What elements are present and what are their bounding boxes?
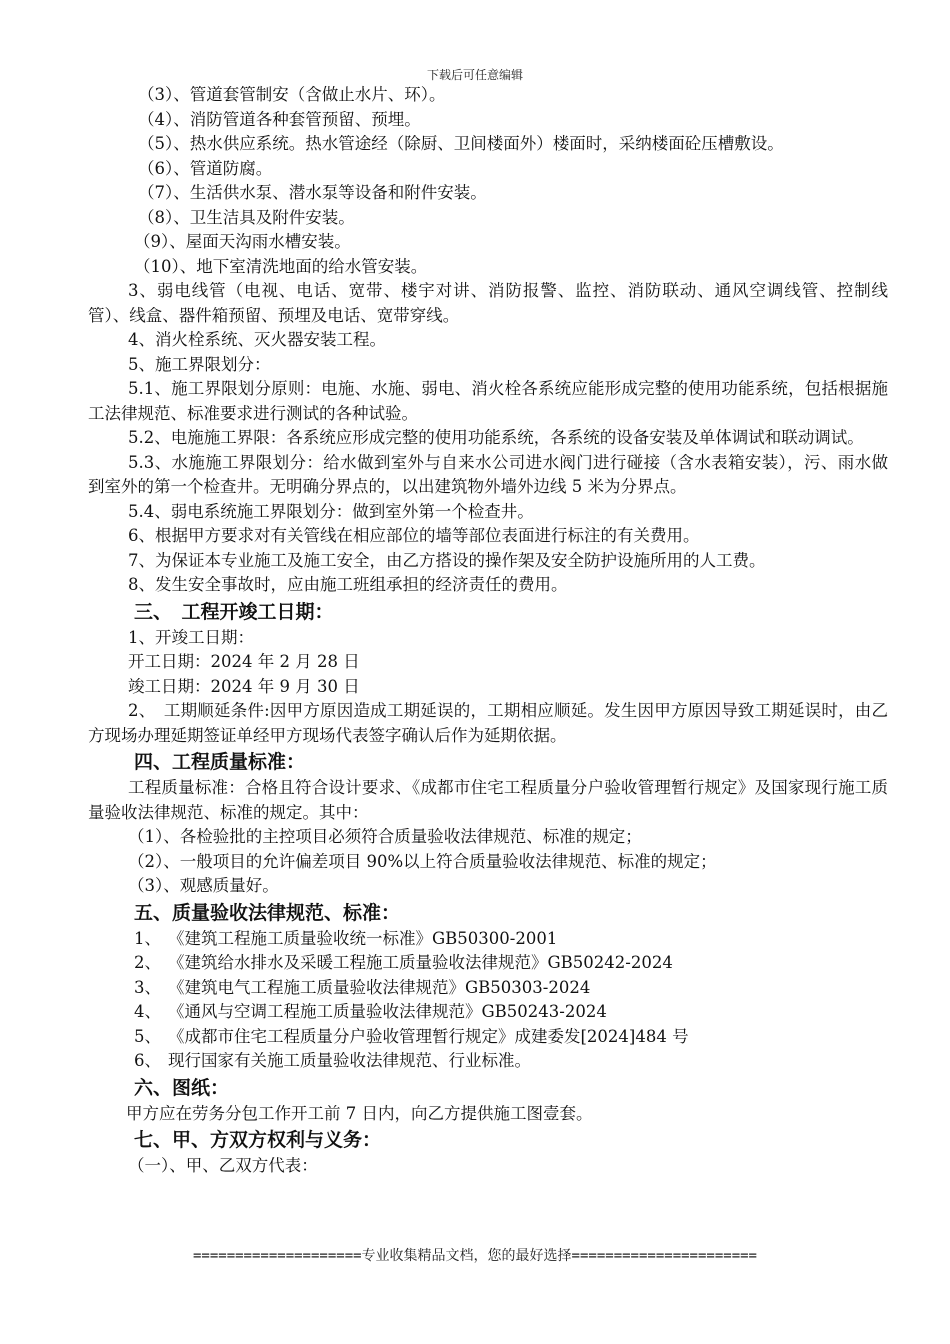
list-item: （5）、热水供应系统。热水管途经（除厨、卫间楼面外）楼面时，采纳楼面砼压槽敷设。 <box>138 134 784 153</box>
list-item: （7）、生活供水泵、潜水泵等设备和附件安装。 <box>138 183 487 202</box>
list-item: （8）、卫生洁具及附件安装。 <box>138 207 355 227</box>
clause-7: 7、为保证本专业施工及施工安全，由乙方搭设的操作架及安全防护设施所用的人工费。 <box>128 550 766 570</box>
standard-item <box>88 1025 888 1050</box>
clause-5-3: 5.3、水施施工界限划分：给水做到室外与自来水公司进水阀门进行碰接（含水表箱安装），污、雨水做到室外的第一个检查井。无明确分界点的，以出建筑物外墙外边线 5 米为分界点。 <box>88 452 888 496</box>
drawings-text: 甲方应在劳务分包工作开工前 7 日内，向乙方提供施工图壹套。 <box>126 1103 593 1123</box>
delay-clause: 2、 工期顺延条件:因甲方原因造成工期延误的，工期相应顺延。发生因甲方原因导致工期延误时，由乙方现场办理延期签证单经甲方现场代表签字确认后作为延期依据。 <box>88 701 888 745</box>
standard-text: 《成都市住宅工程质量分户验收管理暂行规定》成建委发[2024]484 号 <box>168 1026 689 1046</box>
clause-6: 6、根据甲方要求对有关管线在相应部位的墙等部位表面进行标注的有关费用。 <box>128 526 700 545</box>
clause-5-1: 5.1、施工界限划分原则：电施、水施、弱电、消火栓各系统应能形成完整的使用功能系统，包括根据施工法律规范、标准要求进行测试的各种试验。 <box>88 379 888 423</box>
standard-num: 5、 <box>134 1026 161 1046</box>
document-body <box>88 83 888 1179</box>
standard-num: 1、 <box>134 928 161 948</box>
clause-5: 5、施工界限划分： <box>128 354 271 374</box>
list-item: （4）、消防管道各种套管预留、预埋。 <box>138 109 421 129</box>
standard-text: 《建筑给水排水及采暖工程施工质量验收法律规范》GB50242-2024 <box>168 953 673 972</box>
clause-8: 8、发生安全事故时，应由施工班组承担的经济责任的费用。 <box>128 575 568 594</box>
standard-num: 2、 <box>134 953 161 972</box>
standard-item <box>88 1000 888 1025</box>
list-item: （3）、管道套管制安（含做止水片、环）。 <box>138 85 446 104</box>
list-item: （6）、管道防腐。 <box>138 158 273 178</box>
footer-banner: ====================专业收集精品文档，您的最好选择====================== <box>192 1248 757 1264</box>
end-date: 竣工日期：2024 年 9 月 30 日 <box>128 676 360 696</box>
section-3-heading: 三、 工程开竣工日期： <box>134 600 334 623</box>
section-6-heading: 六、图纸： <box>134 1076 230 1099</box>
standard-item <box>88 976 888 1001</box>
representatives-label: （一）、甲、乙双方代表： <box>128 1156 318 1175</box>
standard-item <box>88 1049 888 1074</box>
clause-4: 4、消火栓系统、灭火器安装工程。 <box>128 330 386 349</box>
quality-intro: 工程质量标准：合格且符合设计要求、《成都市住宅工程质量分户验收管理暂行规定》及国家现行施工质量验收法律规范、标准的规定。其中： <box>88 778 888 822</box>
quality-item: （2）、一般项目的允许偏差项目 90%以上符合质量验收法律规范、标准的规定； <box>128 851 717 871</box>
standard-num: 6、 <box>134 1051 161 1070</box>
header-note: 下载后可任意编辑 <box>426 68 523 82</box>
standard-item <box>88 951 888 976</box>
section-5-heading: 五、质量验收法律规范、标准： <box>134 901 401 924</box>
schedule-label: 1、开竣工日期： <box>128 627 254 647</box>
standard-num: 3、 <box>134 977 161 997</box>
clause-5-2: 5.2、电施施工界限：各系统应形成完整的使用功能系统，各系统的设备安装及单体调试和联动调试。 <box>128 428 864 447</box>
quality-item: （1）、各检验批的主控项目必须符合质量验收法律规范、标准的规定； <box>128 827 642 846</box>
standard-text: 现行国家有关施工质量验收法律规范、行业标准。 <box>168 1051 531 1070</box>
clause-5-4: 5.4、弱电系统施工界限划分：做到室外第一个检查井。 <box>128 501 534 521</box>
standard-item <box>88 927 888 952</box>
standard-num: 4、 <box>134 1002 161 1021</box>
section-4-heading: 四、工程质量标准： <box>134 751 306 773</box>
list-item: （9）、屋面天沟雨水槽安装。 <box>134 232 351 251</box>
standard-text: 《建筑电气工程施工质量验收法律规范》GB50303-2024 <box>168 977 591 997</box>
start-date: 开工日期：2024 年 2 月 28 日 <box>128 652 360 671</box>
standard-text: 《建筑工程施工质量验收统一标准》GB50300-2001 <box>168 928 558 948</box>
standard-text: 《通风与空调工程施工质量验收法律规范》GB50243-2024 <box>168 1002 607 1021</box>
quality-item: （3）、观感质量好。 <box>128 876 279 895</box>
section-7-heading: 七、甲、方双方权利与义务： <box>134 1129 382 1151</box>
list-item: （10）、地下室清洗地面的给水管安装。 <box>134 256 428 276</box>
clause-3: 3、弱电线管（电视、电话、宽带、楼宇对讲、消防报警、监控、消防联动、通风空调线管、控制线管）、线盒、器件箱预留、预埋及电话、宽带穿线。 <box>88 281 888 325</box>
